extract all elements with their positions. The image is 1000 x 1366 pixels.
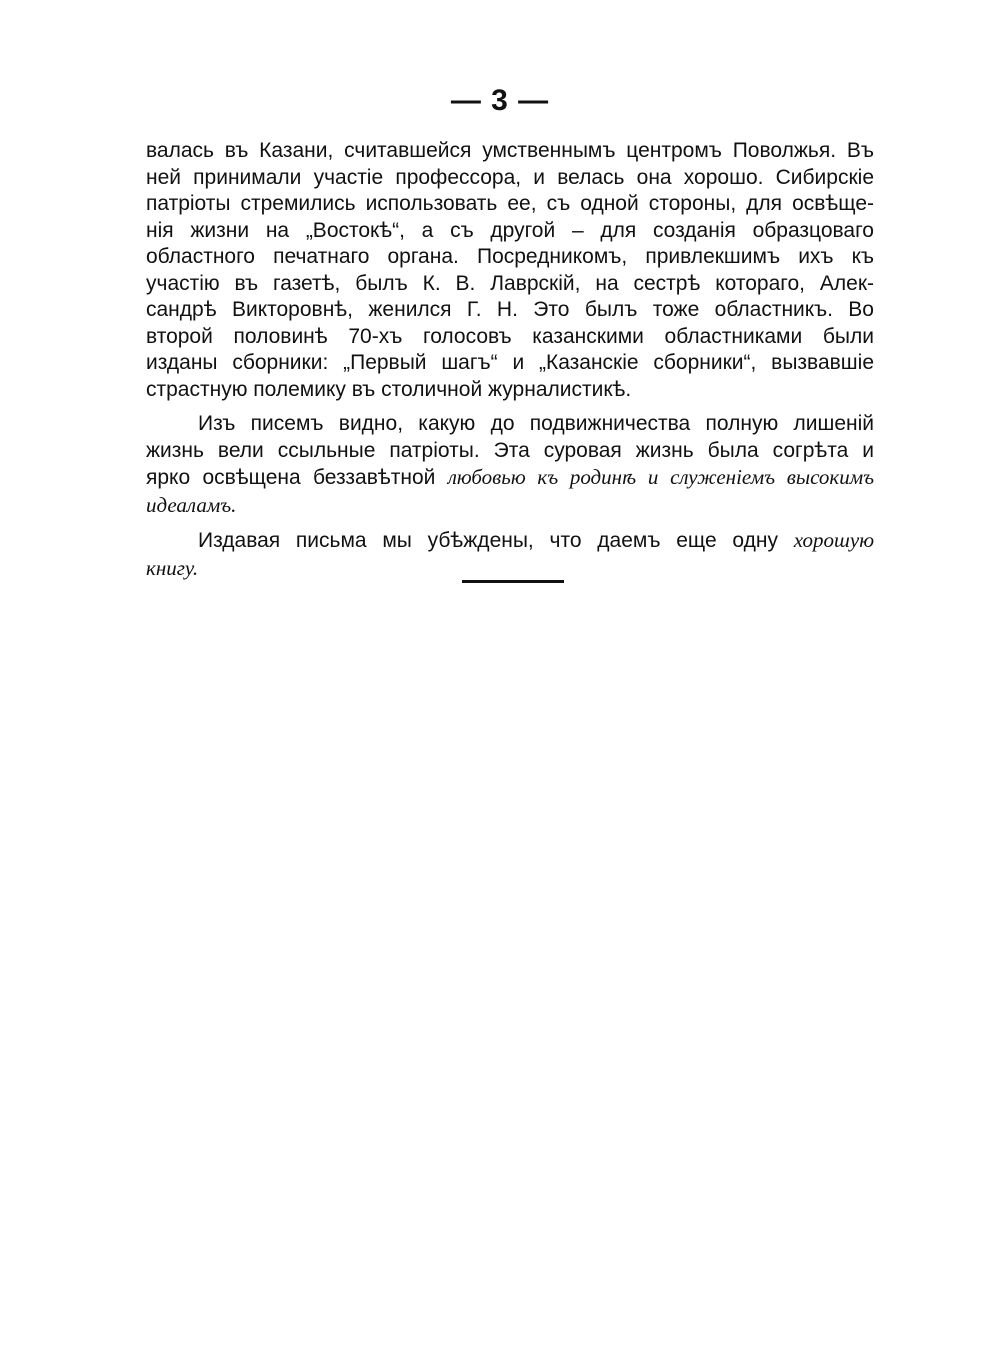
text-line: сандрѣ Викторовнѣ, женился Г. Н. Это былъ тоже областникъ. Во — [146, 298, 874, 321]
text-line — [146, 492, 874, 520]
body-text — [146, 138, 874, 582]
paragraph-2 — [146, 411, 874, 519]
text-line — [146, 464, 874, 492]
paragraph-1 — [146, 138, 874, 403]
text-line: ней принимали участiе профессора, и велась она хорошо. Сибирскiе — [146, 165, 874, 189]
italic-text-run: идеаламъ. — [146, 492, 237, 517]
text-line: участiю въ газетѣ, былъ К. В. Лаврскiй, на сестрѣ котораго, Алек- — [146, 271, 874, 295]
text-line: областного печатнаго органа. Посредникомъ, привлекшимъ ихъ къ — [146, 245, 874, 268]
italic-text-run: хорошую — [793, 528, 874, 552]
italic-text-run: любовью къ родинѣ и служенiемъ высокимъ — [447, 465, 874, 489]
page-number: — 3 — — [450, 84, 550, 117]
text-run: Издавая письма мы убѣждены, что даемъ еще одну — [198, 529, 778, 552]
text-line: второй половинѣ 70-хъ голосовъ казанскими областниками были — [146, 324, 874, 348]
text-run: ярко освѣщена беззавѣтной — [146, 466, 436, 489]
text-line — [146, 527, 874, 555]
text-line: страстную полемику въ столичной журналистикѣ. — [146, 377, 632, 401]
text-line: валась въ Казани, считавшейся умственнымъ центромъ Поволжья. Въ — [146, 139, 874, 162]
text-line: Изъ писемъ видно, какую до подвижничества полную лишенiй — [198, 412, 874, 435]
text-line — [146, 555, 874, 583]
text-line: нiя жизни на „Востокѣ“, а съ другой – для созданiя образцоваго — [146, 218, 874, 242]
end-rule — [462, 580, 564, 583]
text-line: патрiоты стремились использовать ее, съ одной стороны, для освѣще- — [146, 192, 874, 215]
text-line: жизнь вели ссыльные патрiоты. Эта суровая жизнь была согрѣта и — [146, 438, 874, 462]
text-line: изданы сборники: „Первый шагъ“ и „Казанскiе сборники“, вызвавшiе — [146, 351, 874, 374]
italic-text-run: книгу. — [146, 555, 199, 580]
paragraph-3 — [146, 527, 874, 582]
